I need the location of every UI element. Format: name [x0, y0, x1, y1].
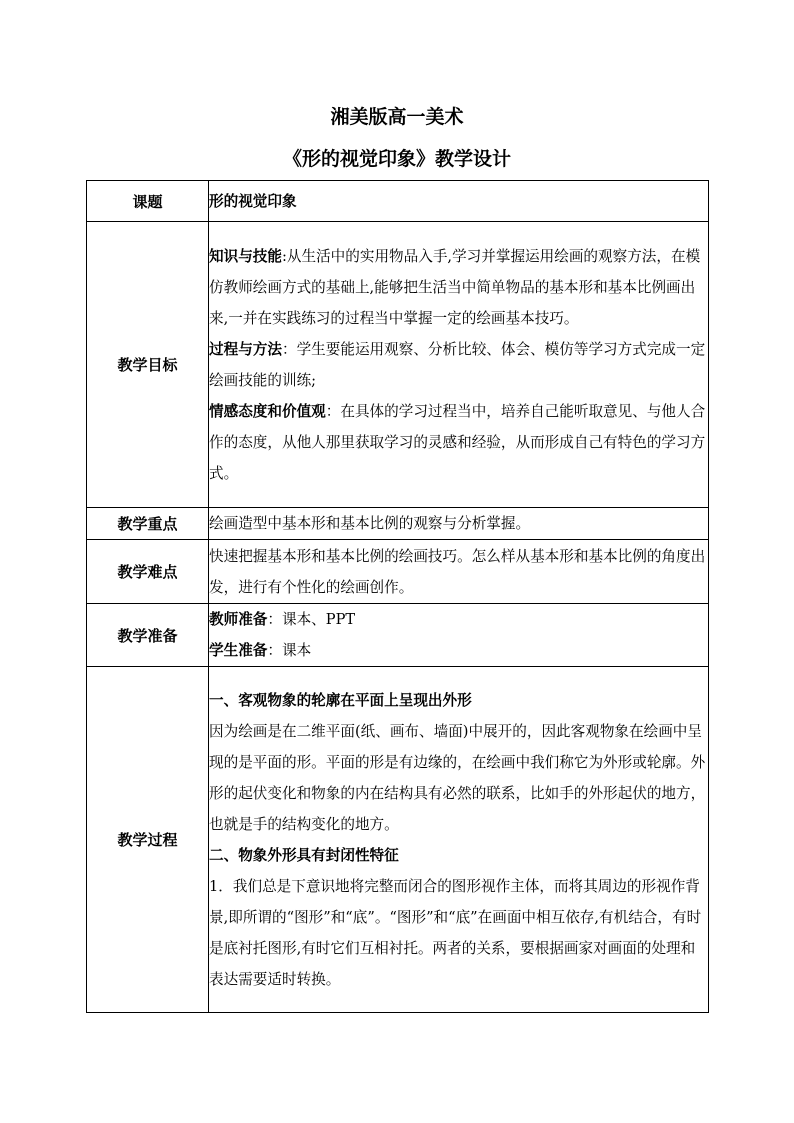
- goal-process-text: ：学生要能运用观察、分析比较、体会、模仿等学习方式完成一定绘画技能的训练;: [209, 340, 706, 389]
- value-preparation: [209, 604, 709, 667]
- value-key-points: 绘画造型中基本形和基本比例的观察与分析掌握。: [209, 508, 709, 540]
- table-row-difficulties: [87, 540, 709, 604]
- prep-student-heading: 学生准备: [209, 642, 268, 659]
- goal-attitude: [209, 396, 708, 489]
- label-topic: 课题: [87, 181, 209, 222]
- goal-knowledge-heading: 知识与技能: [209, 247, 282, 265]
- label-key-points: 教学重点: [87, 508, 209, 540]
- document-title: 湘美版高一美术: [330, 106, 464, 128]
- procedure-section2-heading: 二、物象外形具有封闭性特征: [209, 846, 399, 864]
- label-preparation: 教学准备: [87, 604, 209, 667]
- goal-attitude-heading: 情感态度和价值观: [209, 402, 326, 420]
- prep-teacher-heading: 教师准备: [209, 611, 268, 628]
- label-goals: 教学目标: [87, 222, 209, 508]
- value-difficulties: 快速把握基本形和基本比例的绘画技巧。怎么样从基本形和基本比例的角度出发，进行有个性化的绘画创作。: [209, 540, 709, 604]
- label-procedure: 教学过程: [87, 667, 209, 1013]
- procedure-section1-text: 因为绘画是在二维平面(纸、画布、墙面)中展开的，因此客观物象在绘画中呈现的是平面的形。平面的形是有边缘的，在绘画中我们称它为外形或轮廓。外形的起伏变化和物象的内在结构具有必然的联系，比如手的外形起伏的地方，也就是手的结构变化的地方。: [209, 722, 706, 833]
- table-row-topic: [87, 181, 709, 222]
- value-goals: [209, 222, 709, 508]
- procedure-section2-text: 1．我们总是下意识地将完整而闭合的图形视作主体，而将其周边的形视作背景,即所谓的“图形”和“底”。“图形”和“底”在画面中相互依存,有机结合，有时是底衬托图形,有时它们互相衬托。两者的关系，要根据画家对画面的处理和表达需要适时转换。: [209, 877, 702, 988]
- prep-teacher-text: ：课本、PPT: [267, 611, 356, 628]
- goal-process: [209, 334, 708, 396]
- goal-knowledge: [209, 241, 708, 334]
- value-topic: 形的视觉印象: [209, 181, 709, 222]
- table-row-preparation: [87, 604, 709, 667]
- prep-student: [209, 635, 708, 666]
- lesson-plan-table: [86, 180, 709, 1013]
- prep-teacher: [209, 604, 708, 635]
- table-row-goals: [87, 222, 709, 508]
- document-subtitle: 《形的视觉印象》教学设计: [282, 148, 511, 170]
- prep-student-text: ：课本: [267, 642, 312, 659]
- goal-attitude-text: ：在具体的学习过程当中，培养自己能听取意见、与他人合作的态度，从他人那里获取学习的灵感和经验，从而形成自己有特色的学习方式。: [209, 402, 706, 482]
- procedure-section1-heading: 一、客观物象的轮廓在平面上呈现出外形: [209, 691, 472, 709]
- goal-process-heading: 过程与方法: [209, 340, 282, 358]
- table-row-procedure: [87, 667, 709, 1013]
- table-row-key-points: [87, 508, 709, 540]
- label-difficulties: 教学难点: [87, 540, 209, 604]
- goal-knowledge-text: :从生活中的实用物品入手,学习并掌握运用绘画的观察方法，在模仿教师绘画方式的基础上,能够把生活当中简单物品的基本形和基本比例画出来,一并在实践练习的过程当中掌握一定的绘画基本技巧。: [209, 247, 701, 327]
- value-procedure: [209, 667, 709, 1013]
